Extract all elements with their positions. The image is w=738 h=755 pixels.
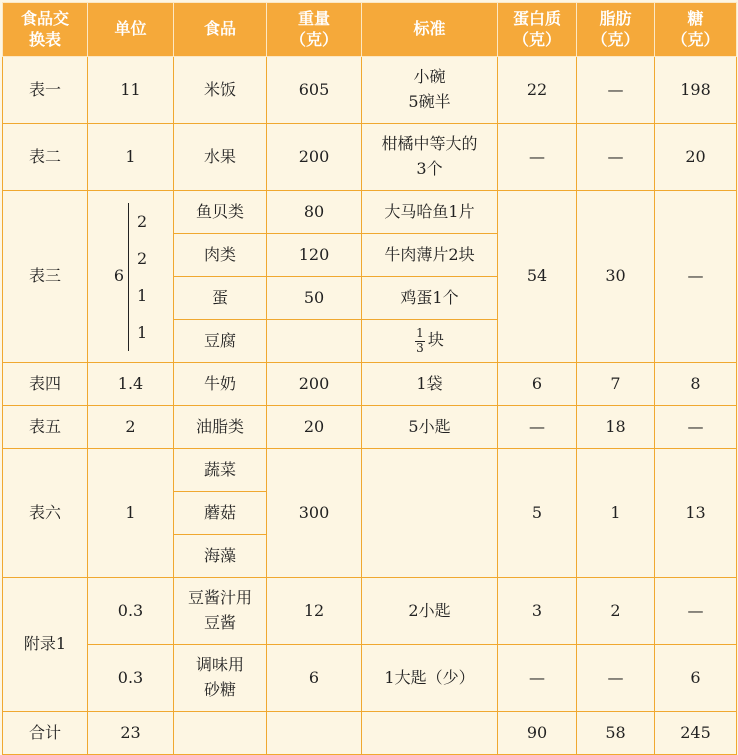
header-sugar: 糖 （克）	[655, 3, 737, 57]
cell-unit	[88, 191, 174, 363]
cell-food: 油脂类	[174, 406, 267, 449]
cell-standard	[362, 449, 498, 578]
cell-food	[174, 712, 267, 755]
cell-food: 牛奶	[174, 363, 267, 406]
cell-unit: 2	[88, 406, 174, 449]
cell-weight: 605	[267, 57, 362, 124]
cell-sugar: —	[655, 406, 737, 449]
cell-standard: 2小匙	[362, 578, 498, 645]
cell-protein: 6	[498, 363, 577, 406]
cell-unit: 1	[88, 449, 174, 578]
cell-table: 表四	[3, 363, 88, 406]
cell-table: 表五	[3, 406, 88, 449]
cell-food: 鱼贝类	[174, 191, 267, 234]
cell-sugar: 8	[655, 363, 737, 406]
header-unit: 单位	[88, 3, 174, 57]
cell-protein: 90	[498, 712, 577, 755]
cell-standard: 5小匙	[362, 406, 498, 449]
cell-standard: 小碗 5碗半	[362, 57, 498, 124]
cell-weight: 200	[267, 124, 362, 191]
table-row	[3, 363, 737, 406]
cell-fat: 1	[577, 449, 655, 578]
header-row	[3, 3, 737, 57]
cell-food: 蔬菜	[174, 449, 267, 492]
cell-fat: 58	[577, 712, 655, 755]
cell-fat: —	[577, 645, 655, 712]
cell-table: 表一	[3, 57, 88, 124]
header-weight: 重量 （克）	[267, 3, 362, 57]
cell-weight: 300	[267, 449, 362, 578]
cell-unit: 23	[88, 712, 174, 755]
cell-standard: 柑橘中等大的 3个	[362, 124, 498, 191]
cell-food: 豆腐	[174, 320, 267, 363]
cell-standard: 1大匙（少）	[362, 645, 498, 712]
cell-standard	[362, 712, 498, 755]
cell-table: 表六	[3, 449, 88, 578]
cell-food: 调味用 砂糖	[174, 645, 267, 712]
cell-weight: 200	[267, 363, 362, 406]
cell-sugar: 198	[655, 57, 737, 124]
cell-unit: 1	[88, 124, 174, 191]
cell-unit: 1.4	[88, 363, 174, 406]
header-food: 食品	[174, 3, 267, 57]
cell-sugar: —	[655, 191, 737, 363]
cell-unit: 0.3	[88, 645, 174, 712]
header-table: 食品交 换表	[3, 3, 88, 57]
table-row	[3, 57, 737, 124]
food-exchange-table	[2, 2, 737, 755]
cell-fat: 18	[577, 406, 655, 449]
cell-weight: 120	[267, 234, 362, 277]
cell-unit: 11	[88, 57, 174, 124]
cell-food: 蛋	[174, 277, 267, 320]
cell-standard: $\frac{1}{3}$ 块	[362, 320, 498, 363]
table-row	[3, 645, 737, 712]
table-row	[3, 449, 737, 492]
cell-sugar: 6	[655, 645, 737, 712]
cell-fat: —	[577, 57, 655, 124]
cell-food: 水果	[174, 124, 267, 191]
cell-sugar: —	[655, 578, 737, 645]
cell-fat: 2	[577, 578, 655, 645]
cell-table: 表三	[3, 191, 88, 363]
cell-unit: 0.3	[88, 578, 174, 645]
cell-fat: 30	[577, 191, 655, 363]
header-fat: 脂肪 （克）	[577, 3, 655, 57]
unit-brace-group: 6 2 2 1 1	[114, 203, 147, 351]
cell-standard: 1袋	[362, 363, 498, 406]
cell-protein: 3	[498, 578, 577, 645]
cell-protein: 22	[498, 57, 577, 124]
brace-icon: 2 2 1 1	[128, 203, 147, 351]
table-row	[3, 578, 737, 645]
cell-weight: 12	[267, 578, 362, 645]
total-row	[3, 712, 737, 755]
cell-protein: —	[498, 124, 577, 191]
cell-food: 豆酱汁用 豆酱	[174, 578, 267, 645]
cell-table: 合计	[3, 712, 88, 755]
cell-fat: —	[577, 124, 655, 191]
cell-weight	[267, 320, 362, 363]
cell-sugar: 20	[655, 124, 737, 191]
cell-food: 米饭	[174, 57, 267, 124]
cell-weight: 6	[267, 645, 362, 712]
cell-weight: 80	[267, 191, 362, 234]
header-standard: 标准	[362, 3, 498, 57]
cell-standard: 大马哈鱼1片	[362, 191, 498, 234]
cell-weight	[267, 712, 362, 755]
cell-protein: 5	[498, 449, 577, 578]
cell-food: 蘑菇	[174, 492, 267, 535]
table-row	[3, 406, 737, 449]
fraction: $\frac{1}{3}$	[416, 326, 424, 355]
cell-sugar: 245	[655, 712, 737, 755]
header-protein: 蛋白质 （克）	[498, 3, 577, 57]
cell-table: 表二	[3, 124, 88, 191]
cell-fat: 7	[577, 363, 655, 406]
cell-table: 附录1	[3, 578, 88, 712]
cell-food: 海藻	[174, 535, 267, 578]
cell-standard: 牛肉薄片2块	[362, 234, 498, 277]
table-row	[3, 191, 737, 234]
cell-food: 肉类	[174, 234, 267, 277]
cell-protein: —	[498, 645, 577, 712]
cell-sugar: 13	[655, 449, 737, 578]
cell-protein: 54	[498, 191, 577, 363]
cell-protein: —	[498, 406, 577, 449]
cell-weight: 50	[267, 277, 362, 320]
table-row	[3, 124, 737, 191]
cell-weight: 20	[267, 406, 362, 449]
cell-standard: 鸡蛋1个	[362, 277, 498, 320]
